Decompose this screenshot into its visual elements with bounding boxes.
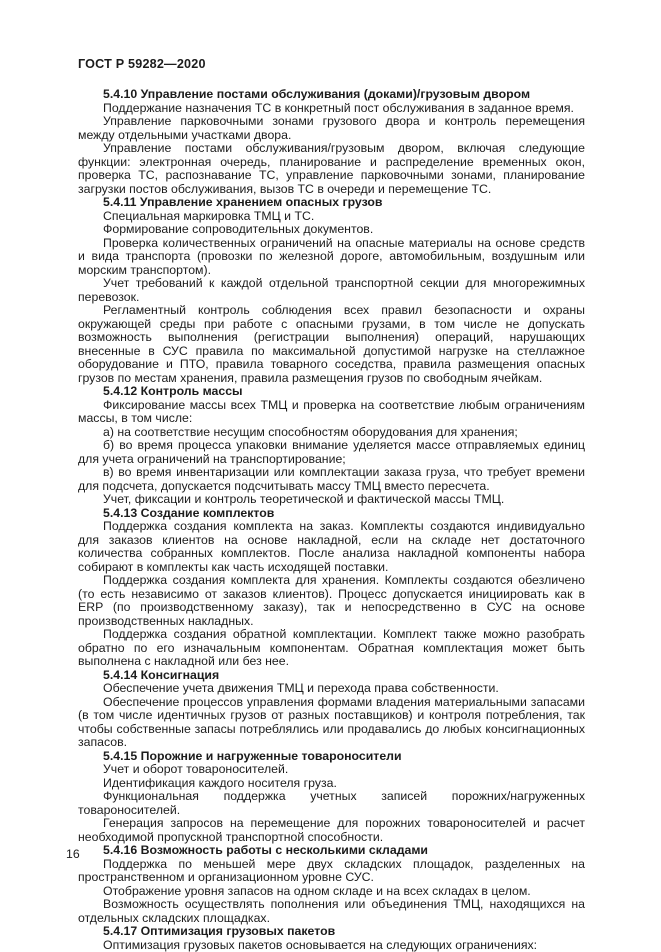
paragraph: Фиксирование массы всех ТМЦ и проверка на соответствие любым ограничениям массы, в том числе:: [78, 399, 585, 426]
paragraph: а) на соответствие несущим способностям оборудования для хранения;: [78, 426, 585, 440]
section-heading: 5.4.11 Управление хранением опасных грузов: [78, 196, 585, 210]
paragraph: Идентификация каждого носителя груза.: [78, 777, 585, 791]
paragraph: Отображение уровня запасов на одном складе и на всех складах в целом.: [78, 885, 585, 899]
section-heading: 5.4.14 Консигнация: [78, 669, 585, 683]
section-heading: 5.4.16 Возможность работы с несколькими складами: [78, 844, 585, 858]
paragraph: Учет, фиксации и контроль теоретической и фактической массы ТМЦ.: [78, 493, 585, 507]
paragraph: Регламентный контроль соблюдения всех правил безопасности и охраны окружающей среды при работе с опасными грузами, в том числе не допускать возможность выполнения (регистрации выполнения) операций, нарушающих внесенные в СУС правила по максимальной допустимой нагрузке на стеллажное оборудование и ПТО, правила товарного соседства, правила размещения опасных грузов по местам хранения, правила размещения грузов по свободным ячейкам.: [78, 304, 585, 385]
paragraph: Оптимизация грузовых пакетов основывается на следующих ограничениях:: [78, 939, 585, 952]
paragraph: Формирование сопроводительных документов.: [78, 223, 585, 237]
paragraph: Управление парковочными зонами грузового двора и контроль перемещения между отдельными участками двора.: [78, 115, 585, 142]
paragraph: Возможность осуществлять пополнения или объединения ТМЦ, находящихся на отдельных складских площадках.: [78, 898, 585, 925]
paragraph: Учет и оборот товароносителей.: [78, 763, 585, 777]
paragraph: Специальная маркировка ТМЦ и ТС.: [78, 210, 585, 224]
section-heading: 5.4.13 Создание комплектов: [78, 507, 585, 521]
page-number: 16: [66, 847, 80, 861]
paragraph: Поддержка создания комплекта на заказ. Комплекты создаются индивидуально для заказов клиентов на основе накладной, если на складе нет достаточного количества собранных комплектов. После анализа накладной компоненты набора собирают в комплекты как часть исходящей поставки.: [78, 520, 585, 574]
paragraph: Генерация запросов на перемещение для порожних товароносителей и расчет необходимой пропускной транспортной способности.: [78, 817, 585, 844]
paragraph: Обеспечение процессов управления формами владения материальными запасами (в том числе идентичных грузов от разных поставщиков) и контроля потребления, так чтобы собственные запасы потреблялись или продавались до любых консигнационных запасов.: [78, 696, 585, 750]
section-heading: 5.4.17 Оптимизация грузовых пакетов: [78, 925, 585, 939]
paragraph: Учет требований к каждой отдельной транспортной секции для многорежимных перевозок.: [78, 277, 585, 304]
paragraph: б) во время процесса упаковки внимание уделяется массе отправляемых единиц для учета ограничений на транспортирование;: [78, 439, 585, 466]
paragraph: Управление постами обслуживания/грузовым двором, включая следующие функции: электронная очередь, планирование и распределение временных окон, проверка ТС, распознавание ТС, управление парковочными зонами, планирование загрузки постов обслуживания, вызов ТС в очереди и перемещение ТС.: [78, 142, 585, 196]
paragraph: Функциональная поддержка учетных записей порожних/нагруженных товароносителей.: [78, 790, 585, 817]
paragraph: Поддержка по меньшей мере двух складских площадок, разделенных на пространственном и организационном уровне СУС.: [78, 858, 585, 885]
paragraph: Поддержка создания обратной комплектации. Комплект также можно разобрать обратно по его изначальным компонентам. Обратная комплектация может быть выполнена с накладной или без нее.: [78, 628, 585, 669]
paragraph: Поддержка создания комплекта для хранения. Комплекты создаются обезличено (то есть независимо от заказов клиентов). Процесс допускается инициировать как в ERP (по производственному заказу), так и непосредственно в СУС на основе производственных накладных.: [78, 574, 585, 628]
paragraph: Поддержание назначения ТС в конкретный пост обслуживания в заданное время.: [78, 102, 585, 116]
paragraph: Обеспечение учета движения ТМЦ и перехода права собственности.: [78, 682, 585, 696]
section-heading: 5.4.15 Порожние и нагруженные товароносители: [78, 750, 585, 764]
section-heading: 5.4.10 Управление постами обслуживания (доками)/грузовым двором: [78, 88, 585, 102]
paragraph: в) во время инвентаризации или комплектации заказа груза, что требует времени для подсчета, допускается подсчитывать массу ТМЦ вместо пересчета.: [78, 466, 585, 493]
document-body: [78, 88, 585, 952]
paragraph: Проверка количественных ограничений на опасные материалы на основе средств и вида транспорта (провозки по железной дороге, автомобильным, воздушным или морским транспортом).: [78, 237, 585, 278]
running-header: ГОСТ Р 59282—2020: [78, 57, 206, 71]
section-heading: 5.4.12 Контроль массы: [78, 385, 585, 399]
